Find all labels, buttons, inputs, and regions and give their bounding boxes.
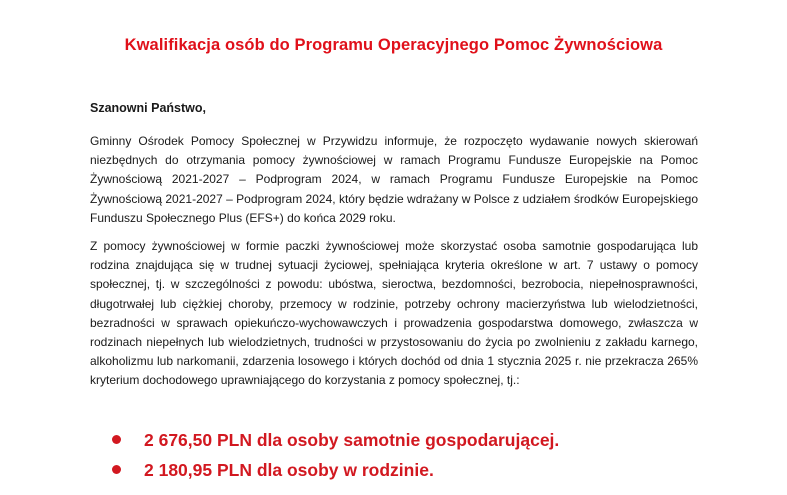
paragraph-eligibility: Z pomocy żywnościowej w formie paczki żywnościowej może skorzystać osoba samotnie gospodarująca lub rodzina znajdująca się w trudnej sytuacji życiowej, spełniająca kryteria określone w art. 7 ustawy o pomocy społecznej, tj. w szczególności z powodu: ubóstwa, sieroctwa, bezdomności, bezrobocia, niepełnosprawności, długotrwałej lub ciężkiej choroby, przemocy w rodzinie, potrzeby ochrony macierzyństwa lub wielodzietności, bezradności w sprawach opiekuńczo-wychowawczych i prowadzenia gospodarstwa domowego, zwłaszcza w rodzinach niepełnych lub wielodzietnych, trudności w przystosowaniu do życia po zwolnieniu z zakładu karnego, alkoholizmu lub narkomanii, zdarzenia losowego i których dochód od dnia 1 stycznia 2025 r. nie przekracza 265% kryterium dochodowego uprawniającego do korzystania z pomocy społecznej, tj.:	[90, 239, 698, 388]
list-item	[112, 455, 559, 485]
document-title: Kwalifikacja osób do Programu Operacyjnego Pomoc Żywnościowa	[124, 36, 663, 54]
greeting: Szanowni Państwo,	[90, 101, 206, 115]
bullet-icon	[112, 465, 121, 474]
list-item	[112, 425, 559, 455]
bullet-icon	[112, 435, 121, 444]
threshold-single-person: 2 676,50 PLN dla osoby samotnie gospodarującej.	[144, 430, 560, 450]
income-threshold-list	[112, 425, 559, 485]
paragraph-announcement: Gminny Ośrodek Pomocy Społecznej w Przywidzu informuje, że rozpoczęto wydawanie nowych skierowań niezbędnych do otrzymania pomocy żywnościowej w ramach Programu Fundusze Europejskie na Pomoc Żywnościową 2021-2027 – Podprogram 2024, w ramach Programu Fundusze Europejskie na Pomoc Żywnościową 2021-2027 – Podprogram 2024, który będzie wdrażany w Polsce z udziałem środków Europejskiego Funduszu Społecznego Plus (EFS+) do końca 2029 roku.	[90, 134, 698, 225]
threshold-family-member: 2 180,95 PLN dla osoby w rodzinie.	[144, 460, 434, 480]
